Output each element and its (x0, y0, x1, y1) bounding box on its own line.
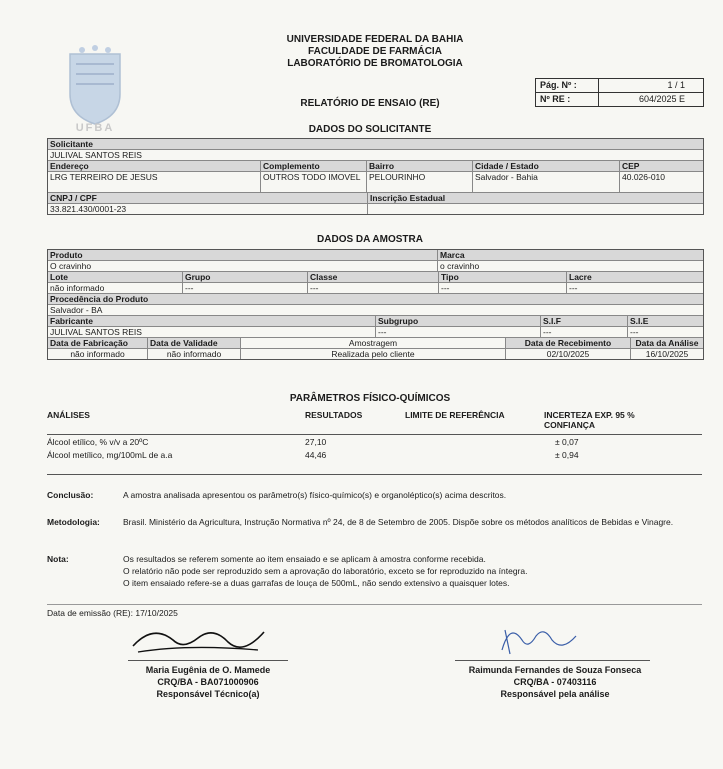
classe-value: --- (307, 283, 438, 293)
metodologia-text: Brasil. Ministério da Agricultura, Instrução Normativa nº 24, de 8 de Setembro de 2005. Dispõe sobre os métodos analíticos de Bebidas e Vinagre. (123, 517, 674, 527)
signature-1 (128, 622, 268, 664)
nota-label: Nota: (47, 554, 69, 564)
marca-value: o cravinho (437, 261, 703, 271)
re-label: Nº RE : (536, 93, 599, 106)
classe-label: Classe (307, 272, 438, 282)
produto-value: O cravinho (50, 261, 92, 271)
sie-value: --- (627, 327, 703, 337)
signatory-1-reg: CRQ/BA - BA071000906 (157, 677, 259, 687)
metodologia-label: Metodologia: (47, 517, 100, 527)
col-limite: LIMITE DE REFERÊNCIA (405, 410, 505, 420)
nota-item: O relatório não pode ser reproduzido sem a aprovação do laboratório, exceto se for reproduzido na íntegra. (123, 566, 528, 576)
subgrupo-value: --- (375, 327, 540, 337)
param-resultado-2: 44,46 (305, 450, 327, 460)
signatory-2 (430, 664, 680, 700)
solicitante-label: Solicitante (48, 139, 703, 149)
marca-label: Marca (437, 250, 703, 260)
lacre-label: Lacre (566, 272, 703, 282)
header-line-1: UNIVERSIDADE FEDERAL DA BAHIA (286, 34, 464, 45)
param-incerteza-2: ± 0,94 (555, 450, 579, 460)
page-label: Pág. Nº : (536, 79, 599, 92)
fabricacao-value: não informado (70, 349, 125, 359)
requester-table (47, 138, 704, 215)
inscricao-label: Inscrição Estadual (367, 193, 703, 203)
signature-line-2 (455, 660, 650, 661)
signatory-2-role: Responsável pela análise (500, 689, 610, 699)
sif-label: S.I.F (540, 316, 627, 326)
validade-value: não informado (147, 349, 240, 359)
procedencia-label: Procedência do Produto (48, 294, 703, 304)
emission-divider (47, 604, 702, 605)
cidade-value: Salvador - Bahia (472, 172, 619, 192)
cep-label: CEP (619, 161, 703, 171)
endereco-label: Endereço (48, 161, 260, 171)
ufba-logo (62, 44, 128, 134)
institution-header (200, 34, 550, 70)
param-analise-2: Álcool metílico, mg/100mL de a.a (47, 450, 173, 460)
signatory-1-name: Maria Eugênia de O. Mamede (145, 665, 271, 675)
signature-2 (490, 618, 590, 660)
analise-label: Data da Análise (630, 338, 703, 348)
cnpj-value: 33.821.430/0001-23 (50, 204, 127, 214)
fabricante-value: JULIVAL SANTOS REIS (50, 327, 142, 337)
fabricante-label: Fabricante (48, 316, 375, 326)
recebimento-value: 02/10/2025 (505, 349, 630, 359)
signature-line-1 (128, 660, 288, 661)
lote-label: Lote (48, 272, 182, 282)
grupo-value: --- (182, 283, 307, 293)
requester-section-title: DADOS DO SOLICITANTE (308, 124, 432, 135)
cnpj-label: CNPJ / CPF (48, 193, 367, 203)
signatory-1 (108, 664, 308, 700)
grupo-label: Grupo (182, 272, 307, 282)
complemento-value: OUTROS TODO IMOVEL (260, 172, 366, 192)
signatory-1-role: Responsável Técnico(a) (156, 689, 260, 699)
page-info-box (535, 78, 704, 107)
header-line-2: FACULDADE DE FARMÁCIA (308, 46, 442, 57)
param-incerteza-1: ± 0,07 (555, 437, 579, 447)
fabricacao-label: Data de Fabricação (48, 338, 147, 348)
params-section-title: PARÂMETROS FÍSICO-QUÍMICOS (289, 393, 451, 404)
recebimento-label: Data de Recebimento (505, 338, 630, 348)
col-analises: ANÁLISES (47, 410, 90, 420)
emission-date: Data de emissão (RE): 17/10/2025 (47, 608, 178, 618)
cidade-label: Cidade / Estado (472, 161, 619, 171)
param-resultado-1: 27,10 (305, 437, 327, 447)
complemento-label: Complemento (260, 161, 366, 171)
endereco-value: LRG TERREIRO DE JESUS (50, 172, 158, 182)
nota-item: O item ensaiado refere-se a duas garrafas de louça de 500mL, não sendo extensivo a quaisquer lotes. (123, 578, 510, 588)
conclusao-label: Conclusão: (47, 490, 94, 500)
subgrupo-label: Subgrupo (375, 316, 540, 326)
inscricao-value (367, 204, 703, 214)
cep-value: 40.026-010 (619, 172, 703, 192)
param-analise-1: Álcool etílico, % v/v a 20ºC (47, 437, 149, 447)
procedencia-value: Salvador - BA (50, 305, 103, 315)
sample-table (47, 249, 704, 360)
header-line-3: LABORATÓRIO DE BROMATOLOGIA (287, 58, 463, 69)
logo-text: UFBA (75, 122, 115, 134)
re-value: 604/2025 E (638, 94, 685, 104)
tipo-value: --- (438, 283, 566, 293)
col-resultados: RESULTADOS (305, 410, 363, 420)
sie-label: S.I.E (627, 316, 703, 326)
analise-value: 16/10/2025 (630, 349, 703, 359)
params-header (47, 408, 702, 435)
conclusao-text: A amostra analisada apresentou os parâmetro(s) físico-químico(s) e organoléptico(s) acima descritos. (123, 490, 507, 500)
bairro-label: Bairro (366, 161, 472, 171)
lacre-value: --- (566, 283, 703, 293)
lote-value: não informado (50, 283, 105, 293)
params-divider (47, 474, 702, 475)
nota-item: Os resultados se referem somente ao item ensaiado e se aplicam à amostra conforme recebida. (123, 554, 486, 564)
page-value: 1 / 1 (667, 80, 685, 90)
produto-label: Produto (48, 250, 437, 260)
sample-section-title: DADOS DA AMOSTRA (317, 234, 423, 245)
signatory-2-name: Raimunda Fernandes de Souza Fonseca (468, 665, 642, 675)
tipo-label: Tipo (438, 272, 566, 282)
bairro-value: PELOURINHO (366, 172, 472, 192)
solicitante-value: JULIVAL SANTOS REIS (50, 150, 142, 160)
validade-label: Data de Validade (147, 338, 240, 348)
report-title: RELATÓRIO DE ENSAIO (RE) (300, 98, 440, 109)
signatory-2-reg: CRQ/BA - 07403116 (513, 677, 597, 687)
nota-list (123, 553, 703, 589)
sif-value: --- (540, 327, 627, 337)
col-incerteza: INCERTEZA EXP. 95 % CONFIANÇA (544, 410, 635, 430)
amostragem-value: Realizada pelo cliente (240, 349, 505, 359)
amostragem-label: Amostragem (240, 338, 505, 348)
